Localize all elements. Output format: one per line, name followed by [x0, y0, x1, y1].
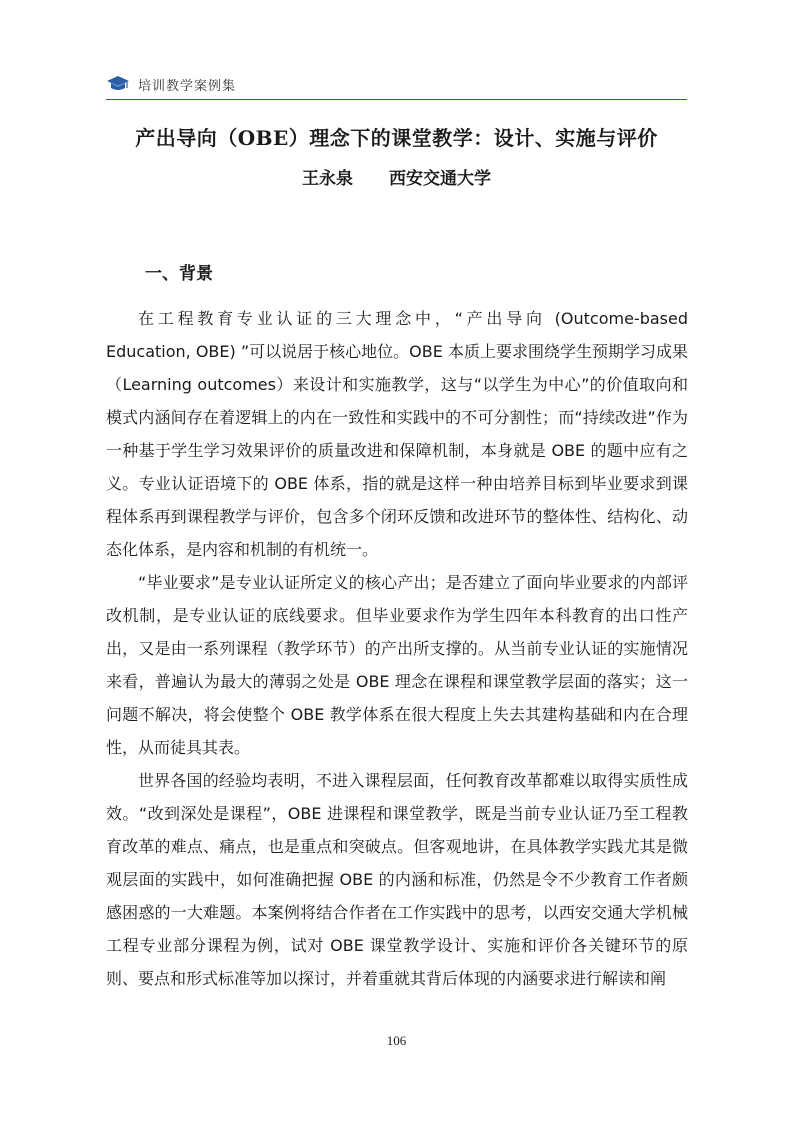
article-title: 产出导向（OBE）理念下的课堂教学：设计、实施与评价 [135, 126, 658, 150]
header-divider [106, 99, 687, 100]
paragraph: 在工程教育专业认证的三大理念中，“产出导向 (Outcome-based Education, OBE) ”可以说居于核心地位。OBE 本质上要求围绕学生预期学习成果（Learning outcomes）来设计和实施教学，这与“以学生为中心”的价值取向和模式内涵间存在着逻辑上的内在一致性和实践中的不可分割性；而“持续改进”作为一种基于学生学习效果评价的质量改进和保障机制，本身就是 OBE 的题中应有之义。专业认证语境下的 OBE 体系，指的就是这样一种由培养目标到毕业要求到课程体系再到课程教学与评价，包含多个闭环反馈和改进环节的整体性、结构化、动态化体系，是内容和机制的有机统一。 [106, 309, 688, 559]
page-number: 106 [386, 1033, 407, 1048]
running-header [106, 73, 236, 95]
header-label: 培训教学案例集 [138, 78, 237, 94]
author-line [0, 164, 793, 189]
author-affiliation: 西安交通大学 [388, 169, 491, 189]
author-name: 王永泉 [302, 169, 354, 189]
paragraph: 世界各国的经验均表明，不进入课程层面，任何教育改革都难以取得实质性成效。“改到深处是课程”，OBE 进课程和课堂教学，既是当前专业认证乃至工程教育改革的难点、痛点，也是重点和突破点。但客观地讲，在具体教学实践尤其是微观层面的实践中，如何准确把握 OBE 的内涵和标准，仍然是令不少教育工作者颇感困惑的一大难题。本案例将结合作者在工作实践中的思考，以西安交通大学机械工程专业部分课程为例，试对 OBE 课堂教学设计、实施和评价各关键环节的原则、要点和形式标准等加以探讨，并着重就其背后体现的内涵要求进行解读和阐 [106, 771, 688, 988]
section-body [106, 302, 688, 995]
paragraph: “毕业要求”是专业认证所定义的核心产出；是否建立了面向毕业要求的内部评改机制，是专业认证的底线要求。但毕业要求作为学生四年本科教育的出口性产出，又是由一系列课程（教学环节）的产出所支撑的。从当前专业认证的实施情况来看，普遍认为最大的薄弱之处是 OBE 理念在课程和课堂教学层面的落实；这一问题不解决，将会使整个 OBE 教学体系在很大程度上失去其建构基础和内在合理性，从而徒具其表。 [106, 573, 688, 757]
graduation-cap-icon [106, 74, 130, 94]
section-heading: 一、背景 [145, 264, 213, 284]
